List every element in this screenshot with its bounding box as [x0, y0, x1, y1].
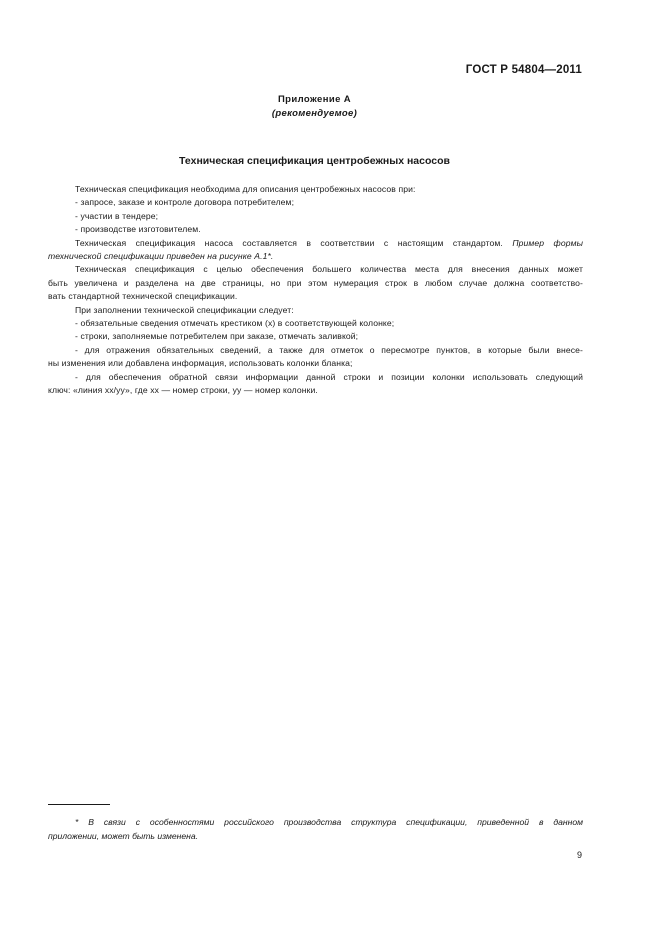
- paragraph-layout-line: Техническая спецификация с целью обеспечения большего количества места для внесения данных может: [75, 264, 583, 275]
- paragraph-layout-line: вать стандартной технической спецификации.: [48, 291, 238, 302]
- document-code: ГОСТ Р 54804—2011: [465, 64, 582, 76]
- page-number: 9: [576, 850, 582, 860]
- paragraph-form-reference: [75, 237, 583, 250]
- footnote-divider: [48, 804, 110, 805]
- list-item: - участии в тендере;: [75, 210, 159, 221]
- body-text: [48, 183, 583, 398]
- list-item: - запросе, заказе и контроле договора потребителем;: [75, 197, 295, 208]
- annex-title: Приложение А: [277, 94, 352, 105]
- figure-reference-text: Пример формы: [512, 237, 583, 248]
- paragraph-text: Техническая спецификация насоса составляется в соответствии с настоящим стандартом.: [75, 237, 503, 248]
- figure-reference-continuation: технической спецификации приведен на рисунке А.1*.: [48, 251, 274, 262]
- list-item: - для отражения обязательных сведений, а также для отметок о пересмотре пунктов, в которые были внесе-: [75, 344, 583, 355]
- annex-heading: [0, 93, 629, 121]
- paragraph-layout-line: быть увеличена и разделена на две страницы, но при этом нумерация строк в любом случае должна соответство-: [48, 277, 583, 288]
- list-item: - производстве изготовителем.: [75, 224, 201, 235]
- list-item-continuation: ны изменения или добавлена информация, использовать колонки бланка;: [48, 358, 353, 369]
- paragraph-intro: Техническая спецификация необходима для описания центробежных насосов при:: [75, 184, 416, 194]
- annex-subtitle: (рекомендуемое): [271, 108, 358, 119]
- footnote-line: приложении, может быть изменена.: [48, 831, 199, 841]
- list-item: - обязательные сведения отмечать крестиком (х) в соответствующей колонке;: [75, 318, 395, 329]
- footnote-line: * В связи с особенностями российского производства структура спецификации, приведенной в данном: [75, 817, 583, 827]
- section-title: Техническая спецификация центробежных насосов: [179, 155, 450, 167]
- footnote: [48, 815, 583, 843]
- list-item: - строки, заполняемые потребителем при заказе, отмечать заливкой;: [75, 331, 359, 342]
- paragraph-filling-rules: При заполнении технической спецификации следует:: [75, 304, 294, 315]
- list-item: - для обеспечения обратной связи информации данной строки и позиции колонки использовать следующий: [75, 371, 583, 382]
- list-item-continuation: ключ: «линия хх/уу», где хх — номер строки, уу — номер колонки.: [48, 385, 318, 396]
